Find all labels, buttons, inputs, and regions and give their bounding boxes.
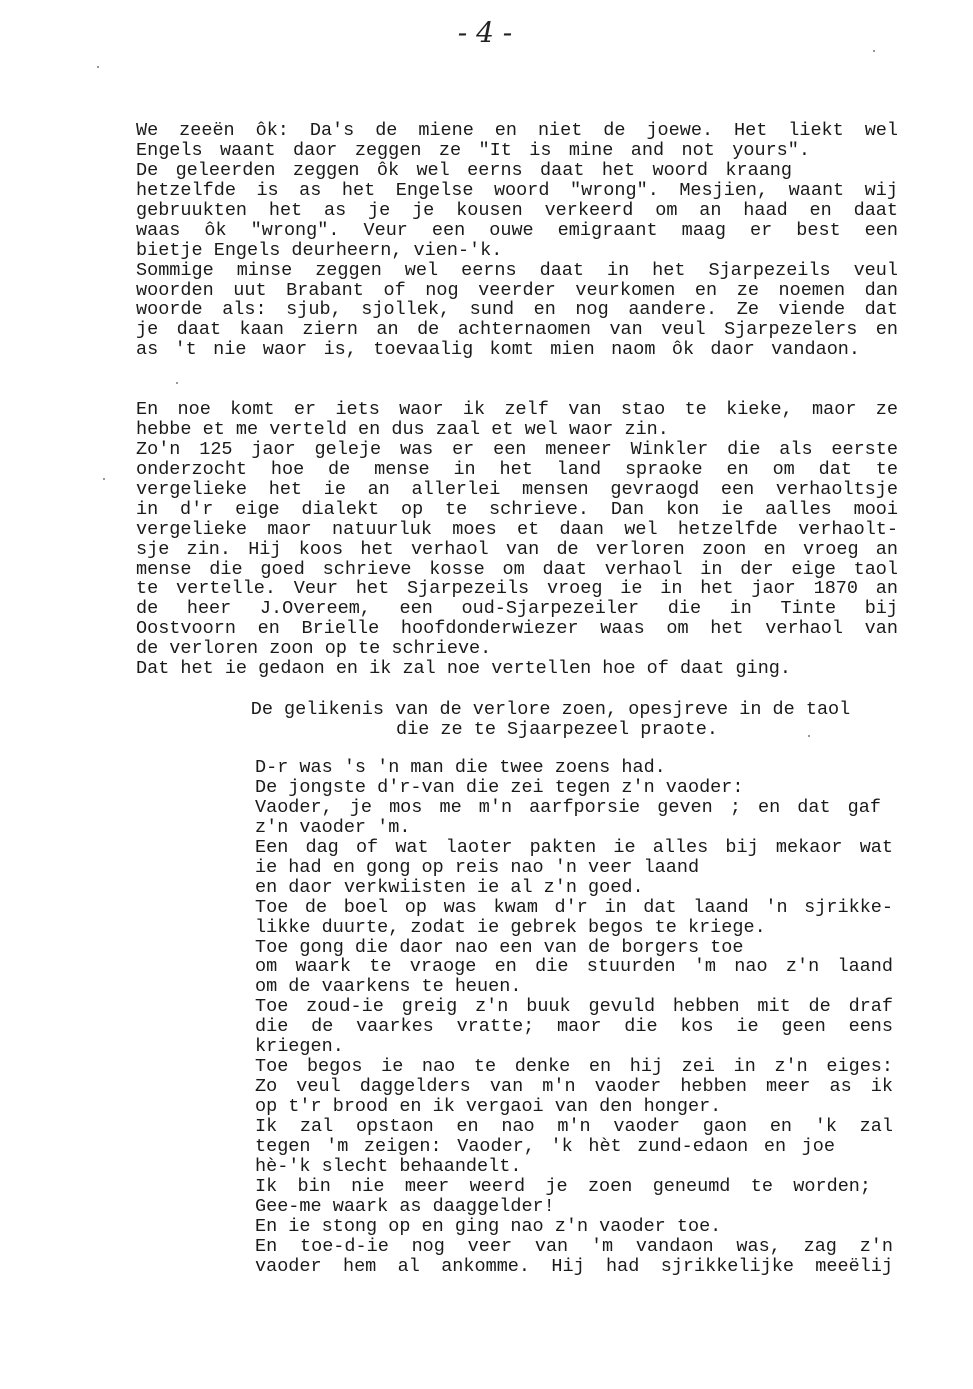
story-line: Toe begos ie nao te denke en hij zei in z'n eiges: <box>255 1057 893 1078</box>
text-line: hetzelfde is as het Engelse woord "wrong". Mesjien, waant wij <box>136 180 898 201</box>
text-line: sje zin. Hij koos het verhaol van de verloren zoon en vroeg an <box>136 539 898 560</box>
scan-speck <box>103 478 105 480</box>
text-line: in d'r eige dialekt op te schrieve. Dan kon ie aalles mooi <box>136 499 898 520</box>
text-line: de heer J.Overeem, een oud-Sjarpezeiler die in Tinte bij <box>136 599 898 620</box>
scan-speck <box>176 382 178 384</box>
text-line: Sommige minse zeggen wel eerns daat in het Sjarpezeils veul <box>136 260 898 281</box>
story-line: Toe de boel op was kwam d'r in dat laand 'n sjrikke- <box>255 897 893 918</box>
scan-speck <box>808 735 810 737</box>
text-line: onderzocht hoe de mense in het land spraoke en om dat te <box>136 459 898 480</box>
story-line: Een dag of wat laoter pakten ie alles bij mekaor wat <box>255 837 893 858</box>
scan-speck <box>97 66 99 68</box>
story-line: En ie stong op en ging nao z'n vaoder toe. <box>255 1215 722 1237</box>
story-line: om de vaarkens te heuen. <box>255 976 522 998</box>
story-line: Toe zoud-ie greig z'n buuk gevuld hebben mit de draf <box>255 997 893 1018</box>
story-line: op t'r brood en ik vergaoi van den honger. <box>255 1096 722 1118</box>
scan-speck <box>873 50 875 52</box>
text-line: woorde als: sjub, sjollek, sund en nog aandere. Ze viende dat <box>136 300 898 321</box>
story-line: ie had en gong op reis nao 'n veer laand <box>255 856 700 878</box>
text-line: gebruukten het as je je kousen verkeerd om an haad en daat <box>136 200 898 221</box>
paragraph-english-loanwords <box>136 121 898 360</box>
story-text <box>255 758 893 1277</box>
text-line: We zeeën ôk: Da's de miene en niet de joewe. Het liekt wel <box>136 121 898 141</box>
story-line: likke duurte, zodat ie gebrek begos te kriege. <box>255 916 766 938</box>
text-line: bietje Engels deurheern, vien-'k. <box>136 239 503 261</box>
text-line: Oostvoorn en Brielle hoofdonderwiezer waas om het verhaol van <box>136 619 898 640</box>
story-line: Gee-me waark as daaggelder! <box>255 1195 555 1217</box>
text-line: mense die goed schrieve kosse om daat verhaol in der eige taol <box>136 559 898 580</box>
story-line: Vaoder, je mos me m'n aarfporsie geven ; en dat gaf <box>255 797 881 818</box>
text-line: as 't nie waor is, toevaalig komt mien naom ôk daor vandaon. <box>136 340 860 361</box>
text-line: Engels waant daor zeggen ze "It is mine and not yours". <box>136 140 810 161</box>
text-line: je daat kaan ziern an de achternaomen van veul Sjarpezelers en <box>136 320 898 341</box>
story-line: vaoder hem al ankomme. Hij had sjrikkelijke meeëlij <box>255 1256 893 1277</box>
text-line: vergelieke het ie an allerlei mensen gevraogd een verhaoltsje <box>136 479 898 500</box>
story-line: Ik zal opstaon en nao m'n vaoder gaon en 'k zal <box>255 1117 893 1137</box>
text-line: Zo'n 125 jaor geleje was er een meneer Winkler die als eerste <box>136 439 898 460</box>
story-line: Zo veul daggelders van m'n vaoder hebben meer as ik <box>255 1077 893 1098</box>
story-line: D-r was 's 'n man die twee zoens had. <box>255 757 666 778</box>
story-line: om waark te vraoge en die stuurden 'm nao z'n laand <box>255 957 893 978</box>
story-line: en daor verkwiisten ie al z'n goed. <box>255 876 644 898</box>
story-title-line: die ze te Sjaarpezeel praote. <box>396 719 718 740</box>
story-line: hè-'k slecht behaandelt. <box>255 1155 522 1177</box>
text-line: waas ôk "wrong". Veur een ouwe emigraant maag er best een <box>136 220 898 241</box>
text-line: De geleerden zeggen ôk wel eerns daat het woord kraang <box>136 160 792 181</box>
paragraph-winkler-survey <box>136 400 898 679</box>
story-line: tegen 'm zeigen: Vaoder, 'k hèt zund-edaon en joe <box>255 1136 835 1157</box>
story-line: die de vaarkes vratte; maor die kos ie geen eens <box>255 1017 893 1038</box>
page-number: - 4 - <box>457 16 513 49</box>
story-line: kriegen. <box>255 1036 344 1058</box>
story-line: En toe-d-ie nog veer van 'm vandaon was, zag z'n <box>255 1236 893 1257</box>
text-line: En noe komt er iets waor ik zelf van stao te kieke, maor ze <box>136 400 898 420</box>
story-title <box>218 700 883 740</box>
text-line: Dat het ie gedaon en ik zal noe vertellen hoe of daat ging. <box>136 658 792 680</box>
text-line: vergelieke maor natuurluk moes et daan wel hetzelfde verhaolt- <box>136 519 898 540</box>
text-line: hebbe et me verteld en dus zaal et wel waor zin. <box>136 418 669 440</box>
text-line: de verloren zoon op te schrieve. <box>136 638 492 660</box>
story-title-line: De gelikenis van de verlore zoen, opesjreve in de taol <box>250 699 851 720</box>
text-line: te vertelle. Veur het Sjarpezeils vroeg ie in het jaor 1870 an <box>136 579 898 600</box>
story-line: Toe gong die daor nao een van de borgers toe <box>255 936 744 958</box>
story-line: De jongste d'r-van die zei tegen z'n vaoder: <box>255 776 744 798</box>
story-line: Ik bin nie meer weerd je zoen geneumd te worden; <box>255 1176 871 1197</box>
text-line: woorden uut Brabant of nog veerder veurkomen en ze noemen dan <box>136 280 898 301</box>
story-line: z'n vaoder 'm. <box>255 816 411 838</box>
